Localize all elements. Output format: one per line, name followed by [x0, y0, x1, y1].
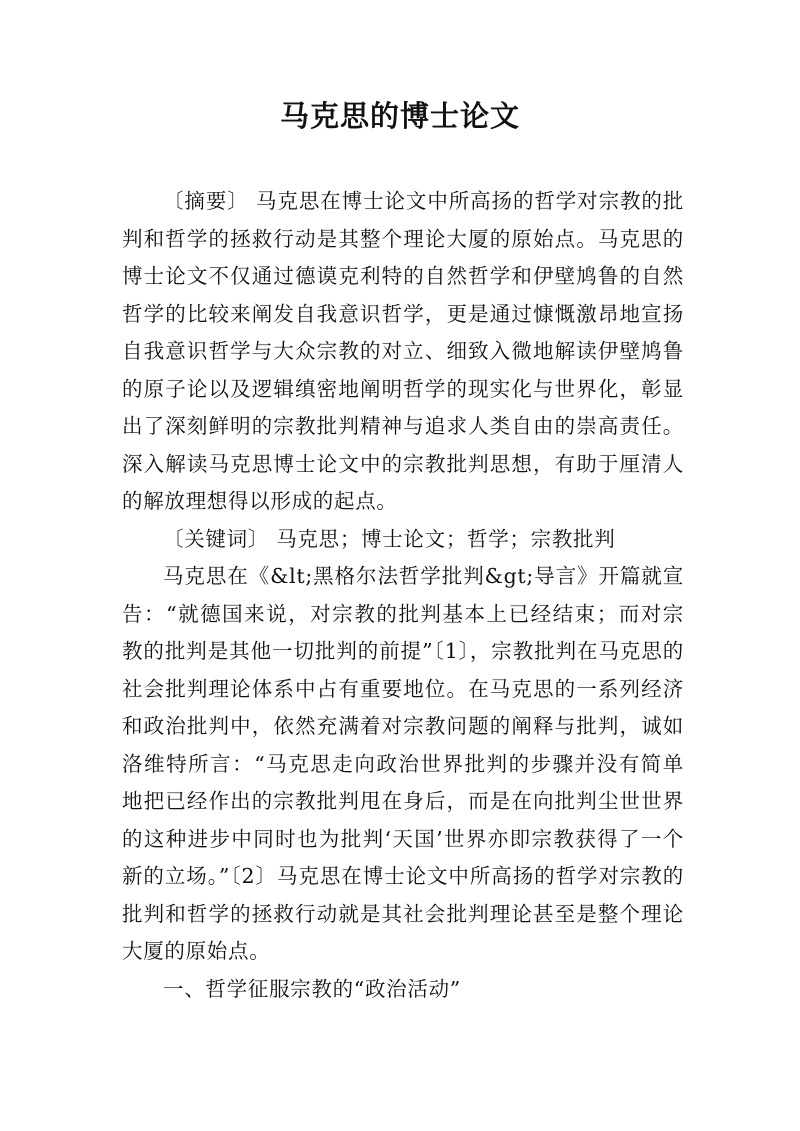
body-paragraph: 马克思在《&lt;黑格尔法哲学批判&gt;导言》开篇就宣告：“就德国来说，对宗教的批判基本上已经结束；而对宗教的批判是其他一切批判的前提”〔1〕，宗教批判在马克思的社会批判理论体系中占有重要地位。在马克思的一系列经济和政治批判中，依然充满着对宗教问题的阐释与批判，诚如洛维特所言：“马克思走向政治世界批判的步骤并没有简单地把已经作出的宗教批判甩在身后，而是在向批判尘世世界的这种进步中同时也为批判‘天国’世界亦即宗教获得了一个新的立场。”〔2〕马克思在博士论文中所高扬的哲学对宗教的批判和哲学的拯救行动就是其社会批判理论甚至是整个理论大厦的原始点。 [122, 564, 684, 963]
section-heading: 一、哲学征服宗教的“政治活动” [163, 976, 461, 1001]
document-body [122, 183, 684, 1008]
abstract-paragraph: 〔摘要〕 马克思在博士论文中所高扬的哲学对宗教的批判和哲学的拯救行动是其整个理论大厦的原始点。马克思的博士论文不仅通过德谟克利特的自然哲学和伊壁鸠鲁的自然哲学的比较来阐发自我意识哲学，更是通过慷慨激昂地宣扬自我意识哲学与大众宗教的对立、细致入微地解读伊壁鸠鲁的原子论以及逻辑缜密地阐明哲学的现实化与世界化，彰显出了深刻鲜明的宗教批判精神与追求人类自由的崇高责任。深入解读马克思博士论文中的宗教批判思想，有助于厘清人的解放理想得以形成的起点。 [122, 189, 684, 513]
keywords-paragraph: 〔关键词〕 马克思；博士论文；哲学；宗教批判 [163, 526, 616, 551]
document-title: 马克思的博士论文 [279, 99, 520, 133]
